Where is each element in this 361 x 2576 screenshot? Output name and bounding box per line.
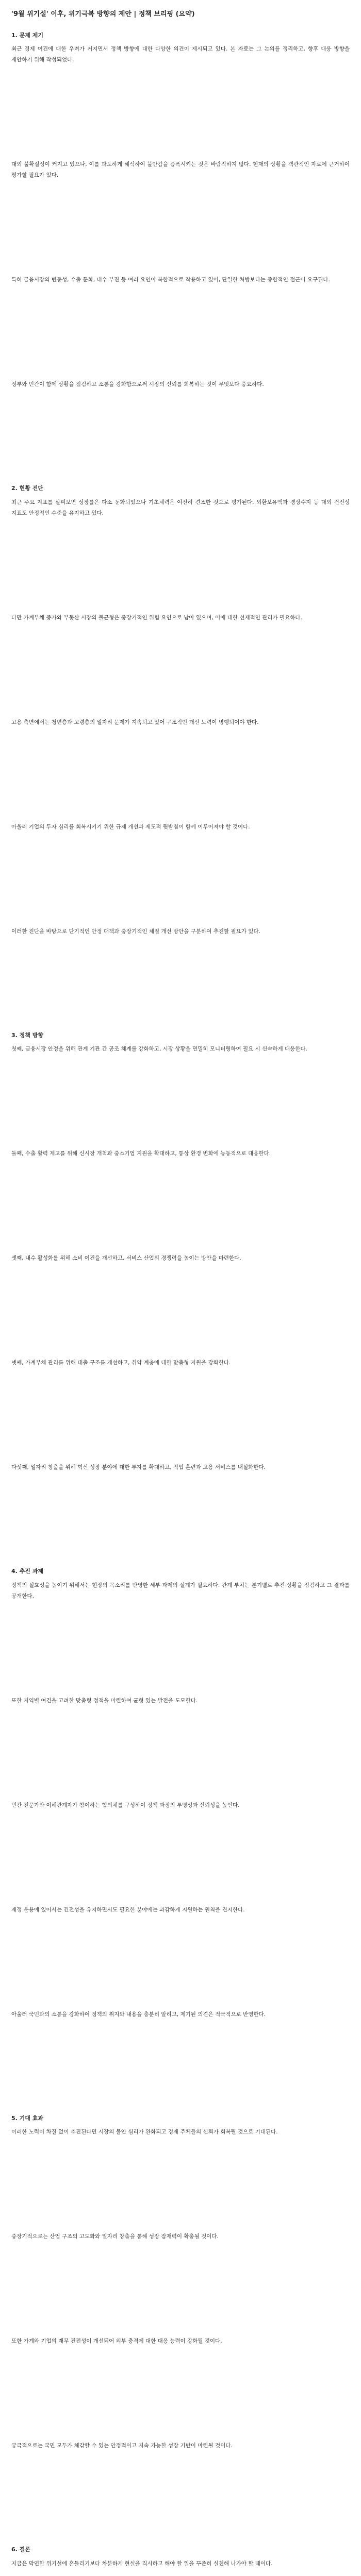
section-heading: 1. 문제 제기 [11, 31, 43, 39]
section-heading: 5. 기대 효과 [11, 2114, 43, 2122]
body-paragraph: 궁극적으로는 국민 모두가 체감할 수 있는 안정적이고 지속 가능한 성장 기반이 마련될 것이다. [11, 2443, 233, 2449]
body-paragraph: 다만 가계부채 증가와 부동산 시장의 불균형은 중장기적인 위험 요인으로 남아 있으며, 이에 대한 선제적인 관리가 필요하다. [11, 614, 302, 621]
body-paragraph: 아울러 기업의 투자 심리를 회복시키기 위한 규제 개선과 제도적 뒷받침이 함께 이루어져야 할 것이다. [11, 823, 250, 830]
document-title: '9월 위기설' 이후, 위기극복 방향의 제안 | 정책 브리핑 (요약) [11, 10, 195, 18]
section [11, 1567, 350, 2020]
body-paragraph: 첫째, 금융시장 안정을 위해 관계 기관 간 공조 체계를 강화하고, 시장 상황을 면밀히 모니터링하여 필요 시 신속하게 대응한다. [11, 1046, 307, 1053]
section [11, 1031, 350, 1473]
body-paragraph: 최근 경제 여건에 대한 우려가 커지면서 정책 방향에 대한 다양한 의견이 제시되고 있다. 본 자료는 그 논의를 정리하고, 향후 대응 방향을 제안하기 위해 작성되었다. [11, 46, 350, 63]
body-paragraph: 고용 측면에서는 청년층과 고령층의 일자리 문제가 지속되고 있어 구조적인 개선 노력이 병행되어야 한다. [11, 719, 259, 725]
section [11, 2545, 350, 2576]
body-paragraph: 셋째, 내수 활성화를 위해 소비 여건을 개선하고, 서비스 산업의 경쟁력을 높이는 방안을 마련한다. [11, 1255, 241, 1262]
document-body [11, 31, 350, 2576]
body-paragraph: 둘째, 수출 활력 제고를 위해 신시장 개척과 중소기업 지원을 확대하고, 통상 환경 변화에 능동적으로 대응한다. [11, 1150, 271, 1157]
section [11, 484, 350, 937]
body-paragraph: 최근 주요 지표를 살펴보면 성장률은 다소 둔화되었으나 기초체력은 여전히 견조한 것으로 평가된다. 외환보유액과 경상수지 등 대외 건전성 지표도 안정적인 수준을 유지하고 있다. [11, 499, 350, 516]
body-paragraph: 정책의 실효성을 높이기 위해서는 현장의 목소리를 반영한 세부 과제의 설계가 필요하다. 관계 부처는 분기별로 추진 상황을 점검하고 그 결과를 공개한다. [11, 1582, 350, 1599]
body-paragraph: 중장기적으로는 산업 구조의 고도화와 일자리 창출을 통해 성장 잠재력이 확충될 것이다. [11, 2233, 219, 2240]
body-paragraph: 민간 전문가와 이해관계자가 참여하는 협의체를 구성하여 정책 과정의 투명성과 신뢰성을 높인다. [11, 1802, 240, 1808]
body-paragraph: 이러한 진단을 바탕으로 단기적인 안정 대책과 중장기적인 체질 개선 방안을 구분하여 추진할 필요가 있다. [11, 928, 260, 935]
section-heading: 6. 결론 [11, 2546, 30, 2553]
body-paragraph: 이러한 노력이 차질 없이 추진된다면 시장의 불안 심리가 완화되고 경제 주체들의 신뢰가 회복될 것으로 기대된다. [11, 2129, 278, 2136]
body-paragraph: 지금은 막연한 위기설에 흔들리기보다 차분하게 현실을 직시하고 해야 할 일을 꾸준히 실천해 나가야 할 때이다. [11, 2561, 273, 2567]
section [11, 31, 350, 391]
section [11, 2114, 350, 2452]
body-paragraph: 재정 운용에 있어서는 건전성을 유지하면서도 필요한 분야에는 과감하게 지원하는 원칙을 견지한다. [11, 1906, 245, 1913]
section-heading: 4. 추진 과제 [11, 1568, 43, 1575]
body-paragraph: 또한 지역별 여건을 고려한 맞춤형 정책을 마련하여 균형 있는 발전을 도모한다. [11, 1697, 198, 1704]
body-paragraph: 다섯째, 일자리 창출을 위해 혁신 성장 분야에 대한 투자를 확대하고, 직업 훈련과 고용 서비스를 내실화한다. [11, 1464, 266, 1471]
body-paragraph: 넷째, 가계부채 관리를 위해 대출 구조를 개선하고, 취약 계층에 대한 맞춤형 지원을 강화한다. [11, 1360, 231, 1366]
body-paragraph: 또한 가계와 기업의 재무 건전성이 개선되어 외부 충격에 대한 대응 능력이 강화될 것이다. [11, 2338, 222, 2345]
section-heading: 3. 정책 방향 [11, 1031, 43, 1039]
body-paragraph: 특히 금융시장의 변동성, 수출 둔화, 내수 부진 등 여러 요인이 복합적으로 작용하고 있어, 단일한 처방보다는 종합적인 접근이 요구된다. [11, 277, 330, 283]
body-paragraph: 대외 불확실성이 커지고 있으나, 이를 과도하게 해석하여 불안감을 증폭시키는 것은 바람직하지 않다. 현재의 상황을 객관적인 자료에 근거하여 평가할 필요가 있다. [11, 161, 350, 179]
body-paragraph: 정부와 민간이 함께 상황을 점검하고 소통을 강화함으로써 시장의 신뢰를 회복하는 것이 무엇보다 중요하다. [11, 381, 264, 388]
section-heading: 2. 현황 진단 [11, 485, 43, 492]
body-paragraph: 아울러 국민과의 소통을 강화하여 정책의 취지와 내용을 충분히 알리고, 제기된 의견은 적극적으로 반영한다. [11, 2011, 266, 2018]
